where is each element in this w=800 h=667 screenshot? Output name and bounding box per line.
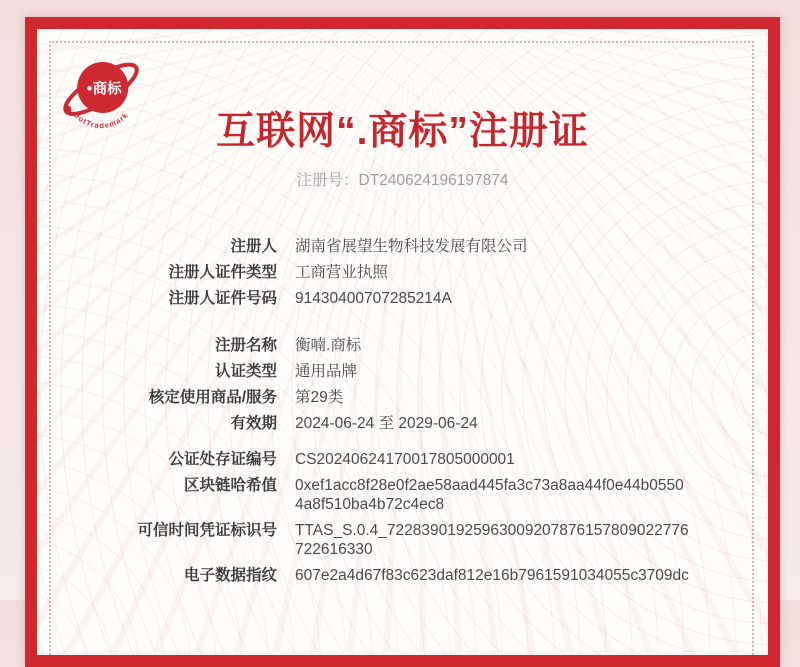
- field-row-electronic-data-fingerprint: [37, 566, 768, 585]
- field-label: 有效期: [230, 415, 277, 432]
- field-row-notary-deposit-number: [37, 450, 768, 469]
- field-row-approved-goods-services: [37, 388, 768, 407]
- field-label: 核定使用商品/服务: [148, 389, 277, 406]
- field-label: 注册人证件号码: [168, 290, 277, 307]
- field-value: 91430400707285214A: [295, 290, 452, 307]
- dot-trademark-logo-icon: [57, 47, 145, 135]
- field-row-registrant: [37, 237, 768, 256]
- field-row-certification-type: [37, 362, 768, 381]
- field-value: 湖南省展望生物科技发展有限公司: [295, 238, 528, 255]
- field-value: 2024-06-24 至 2029-06-24: [295, 415, 478, 432]
- logo-symbol-text: 商标: [92, 81, 122, 98]
- field-row-registrant-id-type: [37, 263, 768, 282]
- notary-section: [37, 450, 768, 514]
- registrant-section: [37, 237, 768, 308]
- certificate-body: [37, 29, 768, 655]
- timestamp-section: [37, 521, 768, 585]
- certificate-fields: [37, 237, 768, 585]
- field-label: 公证处存证编号: [168, 451, 277, 468]
- field-row-registrant-id-number: [37, 289, 768, 308]
- field-label: 可信时间凭证标识号: [137, 522, 277, 539]
- field-row-trusted-timestamp-id: [37, 521, 768, 559]
- field-label: 注册人: [230, 238, 277, 255]
- field-value: CS20240624170017805000001: [295, 451, 515, 468]
- field-label: 注册名称: [214, 337, 277, 354]
- svg-text:DotTrademark: [72, 110, 130, 130]
- field-row-registered-name: [37, 336, 768, 355]
- field-value: 工商营业执照: [295, 264, 389, 281]
- certificate-title: 互联网“.商标”注册证: [216, 110, 589, 153]
- registration-number-value: DT240624196197874: [358, 172, 509, 189]
- field-row-validity-period: [37, 414, 768, 433]
- field-value: TTAS_S.0.4_72283901925963009207876157809022776722616330: [295, 522, 689, 558]
- certificate-frame: [25, 17, 780, 667]
- field-row-blockchain-hash: [37, 476, 768, 514]
- field-label: 区块链哈希值: [183, 477, 277, 494]
- field-value: 第29类: [295, 389, 344, 406]
- field-label: 电子数据指纹: [183, 567, 277, 584]
- field-value: 通用品牌: [295, 363, 358, 380]
- field-value: 衡喃.商标: [295, 337, 362, 354]
- registration-number-line: [37, 172, 768, 190]
- registration-number-label: 注册号：: [296, 172, 359, 189]
- field-label: 认证类型: [214, 363, 277, 380]
- registration-section: [37, 336, 768, 433]
- logo-orbit-text: DotTrademark: [71, 110, 131, 131]
- field-value: 0xef1acc8f28e0f2ae58aad445fa3c73a8aa44f0e44b05504a8f510ba4b72c4ec8: [295, 477, 684, 513]
- field-value: 607e2a4d67f83c623daf812e16b7961591034055c3709dc: [295, 567, 689, 584]
- field-label: 注册人证件类型: [168, 264, 277, 281]
